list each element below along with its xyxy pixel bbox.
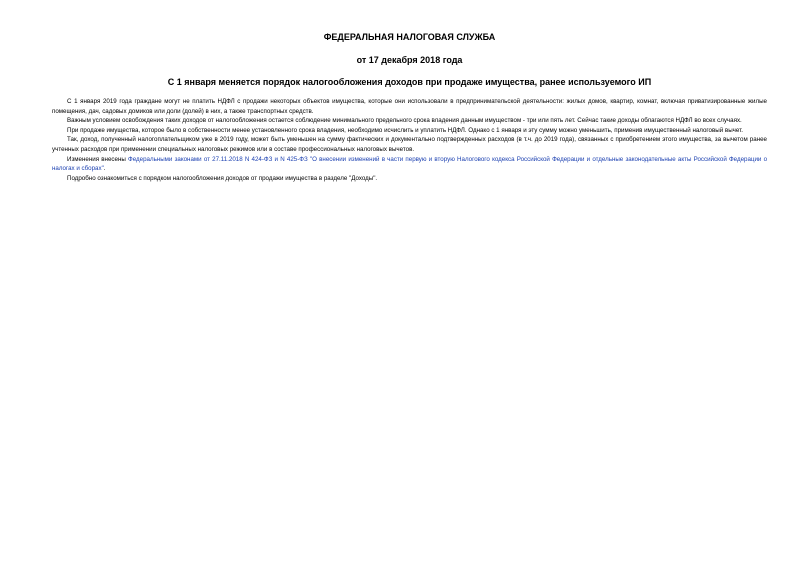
document-title: С 1 января меняется порядок налогообложения доходов при продаже имущества, ранее используемого ИП bbox=[167, 77, 652, 87]
federal-laws-link[interactable]: Федеральными законами от 27.11.2018 N 424-ФЗ и N 425-ФЗ "О внесении изменений в части первую и вторую Налогового кодекса Российской Федерации и отдельные законодательные акты Российской Федерации о налогах и сборах" bbox=[52, 155, 768, 173]
paragraph-5-suffix: . bbox=[103, 165, 106, 173]
organization-heading: ФЕДЕРАЛЬНАЯ НАЛОГОВАЯ СЛУЖБА bbox=[323, 32, 496, 42]
document-date: от 17 декабря 2018 года bbox=[356, 55, 463, 65]
paragraph-5-prefix: Изменения внесены bbox=[67, 155, 129, 163]
paragraph-2: Важным условием освобождения таких доходов от налогообложения остается соблюдение минимального предельного срока владения данным имуществом - три или пять лет. Сейчас такие доходы облагаются НДФЛ во всех случаях. bbox=[67, 117, 742, 125]
paragraph-3: При продаже имущества, которое было в собственности менее установленного срока владения, необходимо исчислить и уплатить НДФЛ. Однако с 1 января и эту сумму можно уменьшить, применив имущественный налоговый вычет. bbox=[67, 126, 743, 134]
document-page bbox=[52, 32, 767, 183]
paragraph-6: Подробно ознакомиться с порядком налогообложения доходов от продажи имущества в разделе "Доходы". bbox=[67, 174, 378, 182]
paragraph-5 bbox=[52, 155, 767, 174]
paragraph-1: С 1 января 2019 года граждане могут не платить НДФЛ с продажи некоторых объектов имущества, которые они использовали в предпринимательской деятельности: жилых домов, квартир, комнат, включая приватизированные жилые помещения, дач, садовых домиков или доли (долей) в них, а также транспортных средств. bbox=[52, 98, 767, 115]
paragraph-4: Так, доход, полученный налогоплательщиком уже в 2019 году, может быть уменьшен на сумму фактических и документально подтвержденных расходов (в т.ч. до 2019 года), связанных с приобретением этого имущества, за вычетом ранее учтенных расходов при применении специальных налоговых режимов или в составе профессиональных налоговых вычетов. bbox=[52, 136, 767, 153]
